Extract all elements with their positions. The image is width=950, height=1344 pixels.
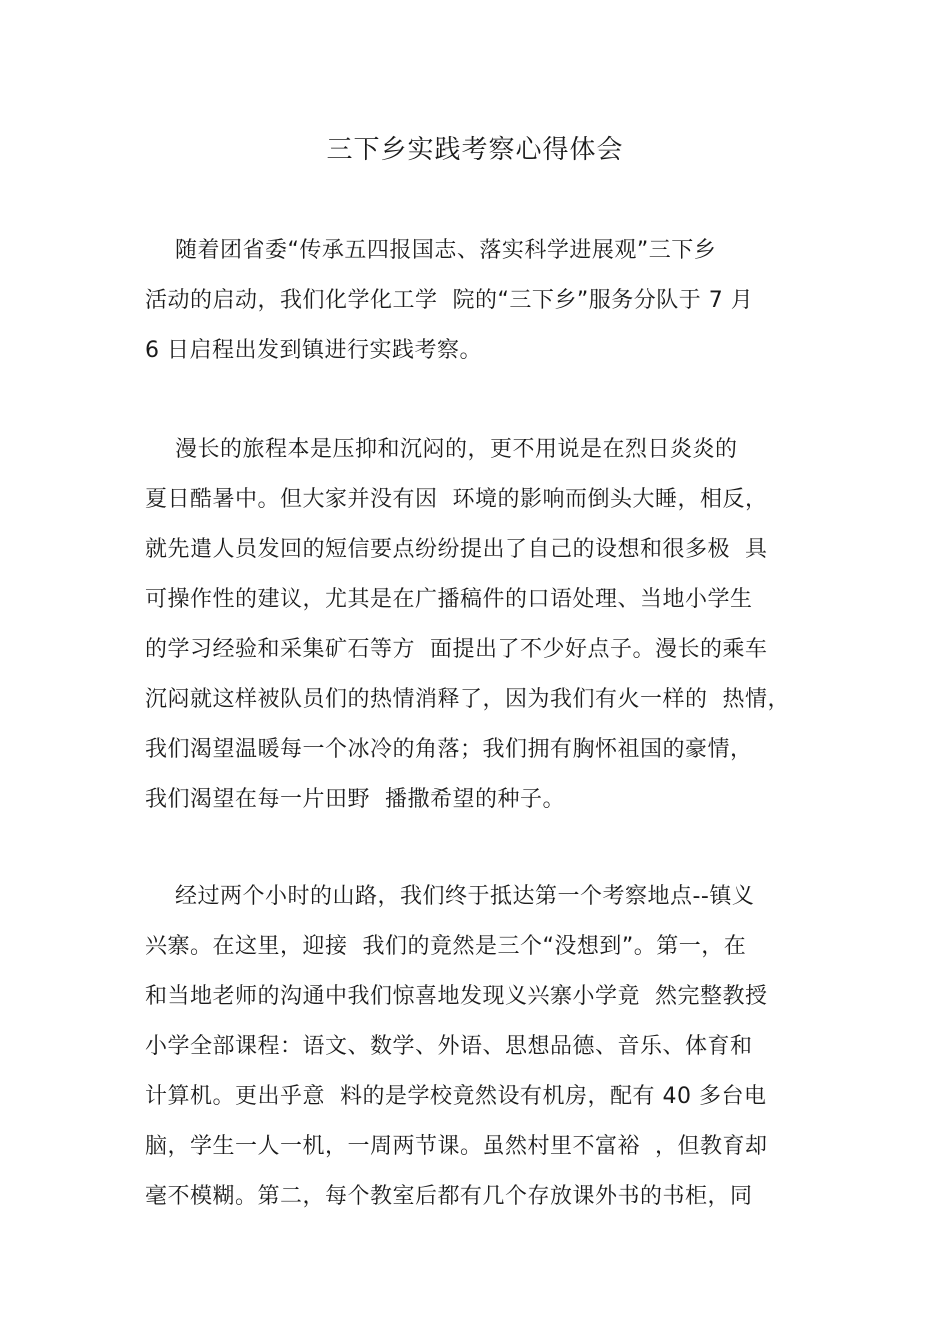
paragraph-2-line-8: 我们渴望在每一片田野 播撒希望的种子。 bbox=[145, 787, 565, 812]
paragraph-1-line-2: 活动的启动，我们化学化工学 院的“三下乡”服务分队于 7 月 bbox=[145, 288, 754, 313]
paragraph-2-line-5: 的学习经验和采集矿石等方 面提出了不少好点子。漫长的乘车 bbox=[145, 637, 768, 662]
paragraph-3-line-2: 兴寨。在这里，迎接 我们的竟然是三个“没想到”。第一，在 bbox=[145, 934, 747, 959]
paragraph-2-line-7: 我们渴望温暖每一个冰冷的角落；我们拥有胸怀祖国的豪情， bbox=[145, 737, 753, 762]
paragraph-1-line-1: 随着团省委“传承五四报国志、落实科学进展观”三下乡 bbox=[145, 238, 717, 263]
paragraph-3-line-6: 脑，学生一人一机，一周两节课。虽然村里不富裕 ，但教育却 bbox=[145, 1134, 768, 1159]
paragraph-3-line-7: 毫不模糊。第二，每个教室后都有几个存放课外书的书柜，同 bbox=[145, 1184, 753, 1209]
paragraph-3-line-1: 经过两个小时的山路，我们终于抵达第一个考察地点--镇义 bbox=[145, 884, 755, 909]
paragraph-3-line-3: 和当地老师的沟通中我们惊喜地发现义兴寨小学竟 然完整教授 bbox=[145, 984, 768, 1009]
paragraph-3-line-4: 小学全部课程：语文、数学、外语、思想品德、音乐、体育和 bbox=[145, 1034, 753, 1059]
paragraph-2-line-4: 可操作性的建议，尤其是在广播稿件的口语处理、当地小学生 bbox=[145, 587, 753, 612]
paragraph-1-line-3: 6 日启程出发到镇进行实践考察。 bbox=[145, 338, 482, 363]
paragraph-3-line-5: 计算机。更出乎意 料的是学校竟然设有机房，配有 40 多台电 bbox=[145, 1084, 767, 1109]
paragraph-2-line-3: 就先遣人员发回的短信要点纷纷提出了自己的设想和很多极 具 bbox=[145, 537, 768, 562]
paragraph-2-line-1: 漫长的旅程本是压抑和沉闷的，更不用说是在烈日炎炎的 bbox=[145, 437, 738, 462]
document-title: 三下乡实践考察心得体会 bbox=[326, 135, 624, 165]
paragraph-2-line-6: 沉闷就这样被队员们的热情消释了，因为我们有火一样的 热情， bbox=[145, 687, 790, 712]
paragraph-2-line-2: 夏日酷暑中。但大家并没有因 环境的影响而倒头大睡，相反， bbox=[145, 487, 768, 512]
